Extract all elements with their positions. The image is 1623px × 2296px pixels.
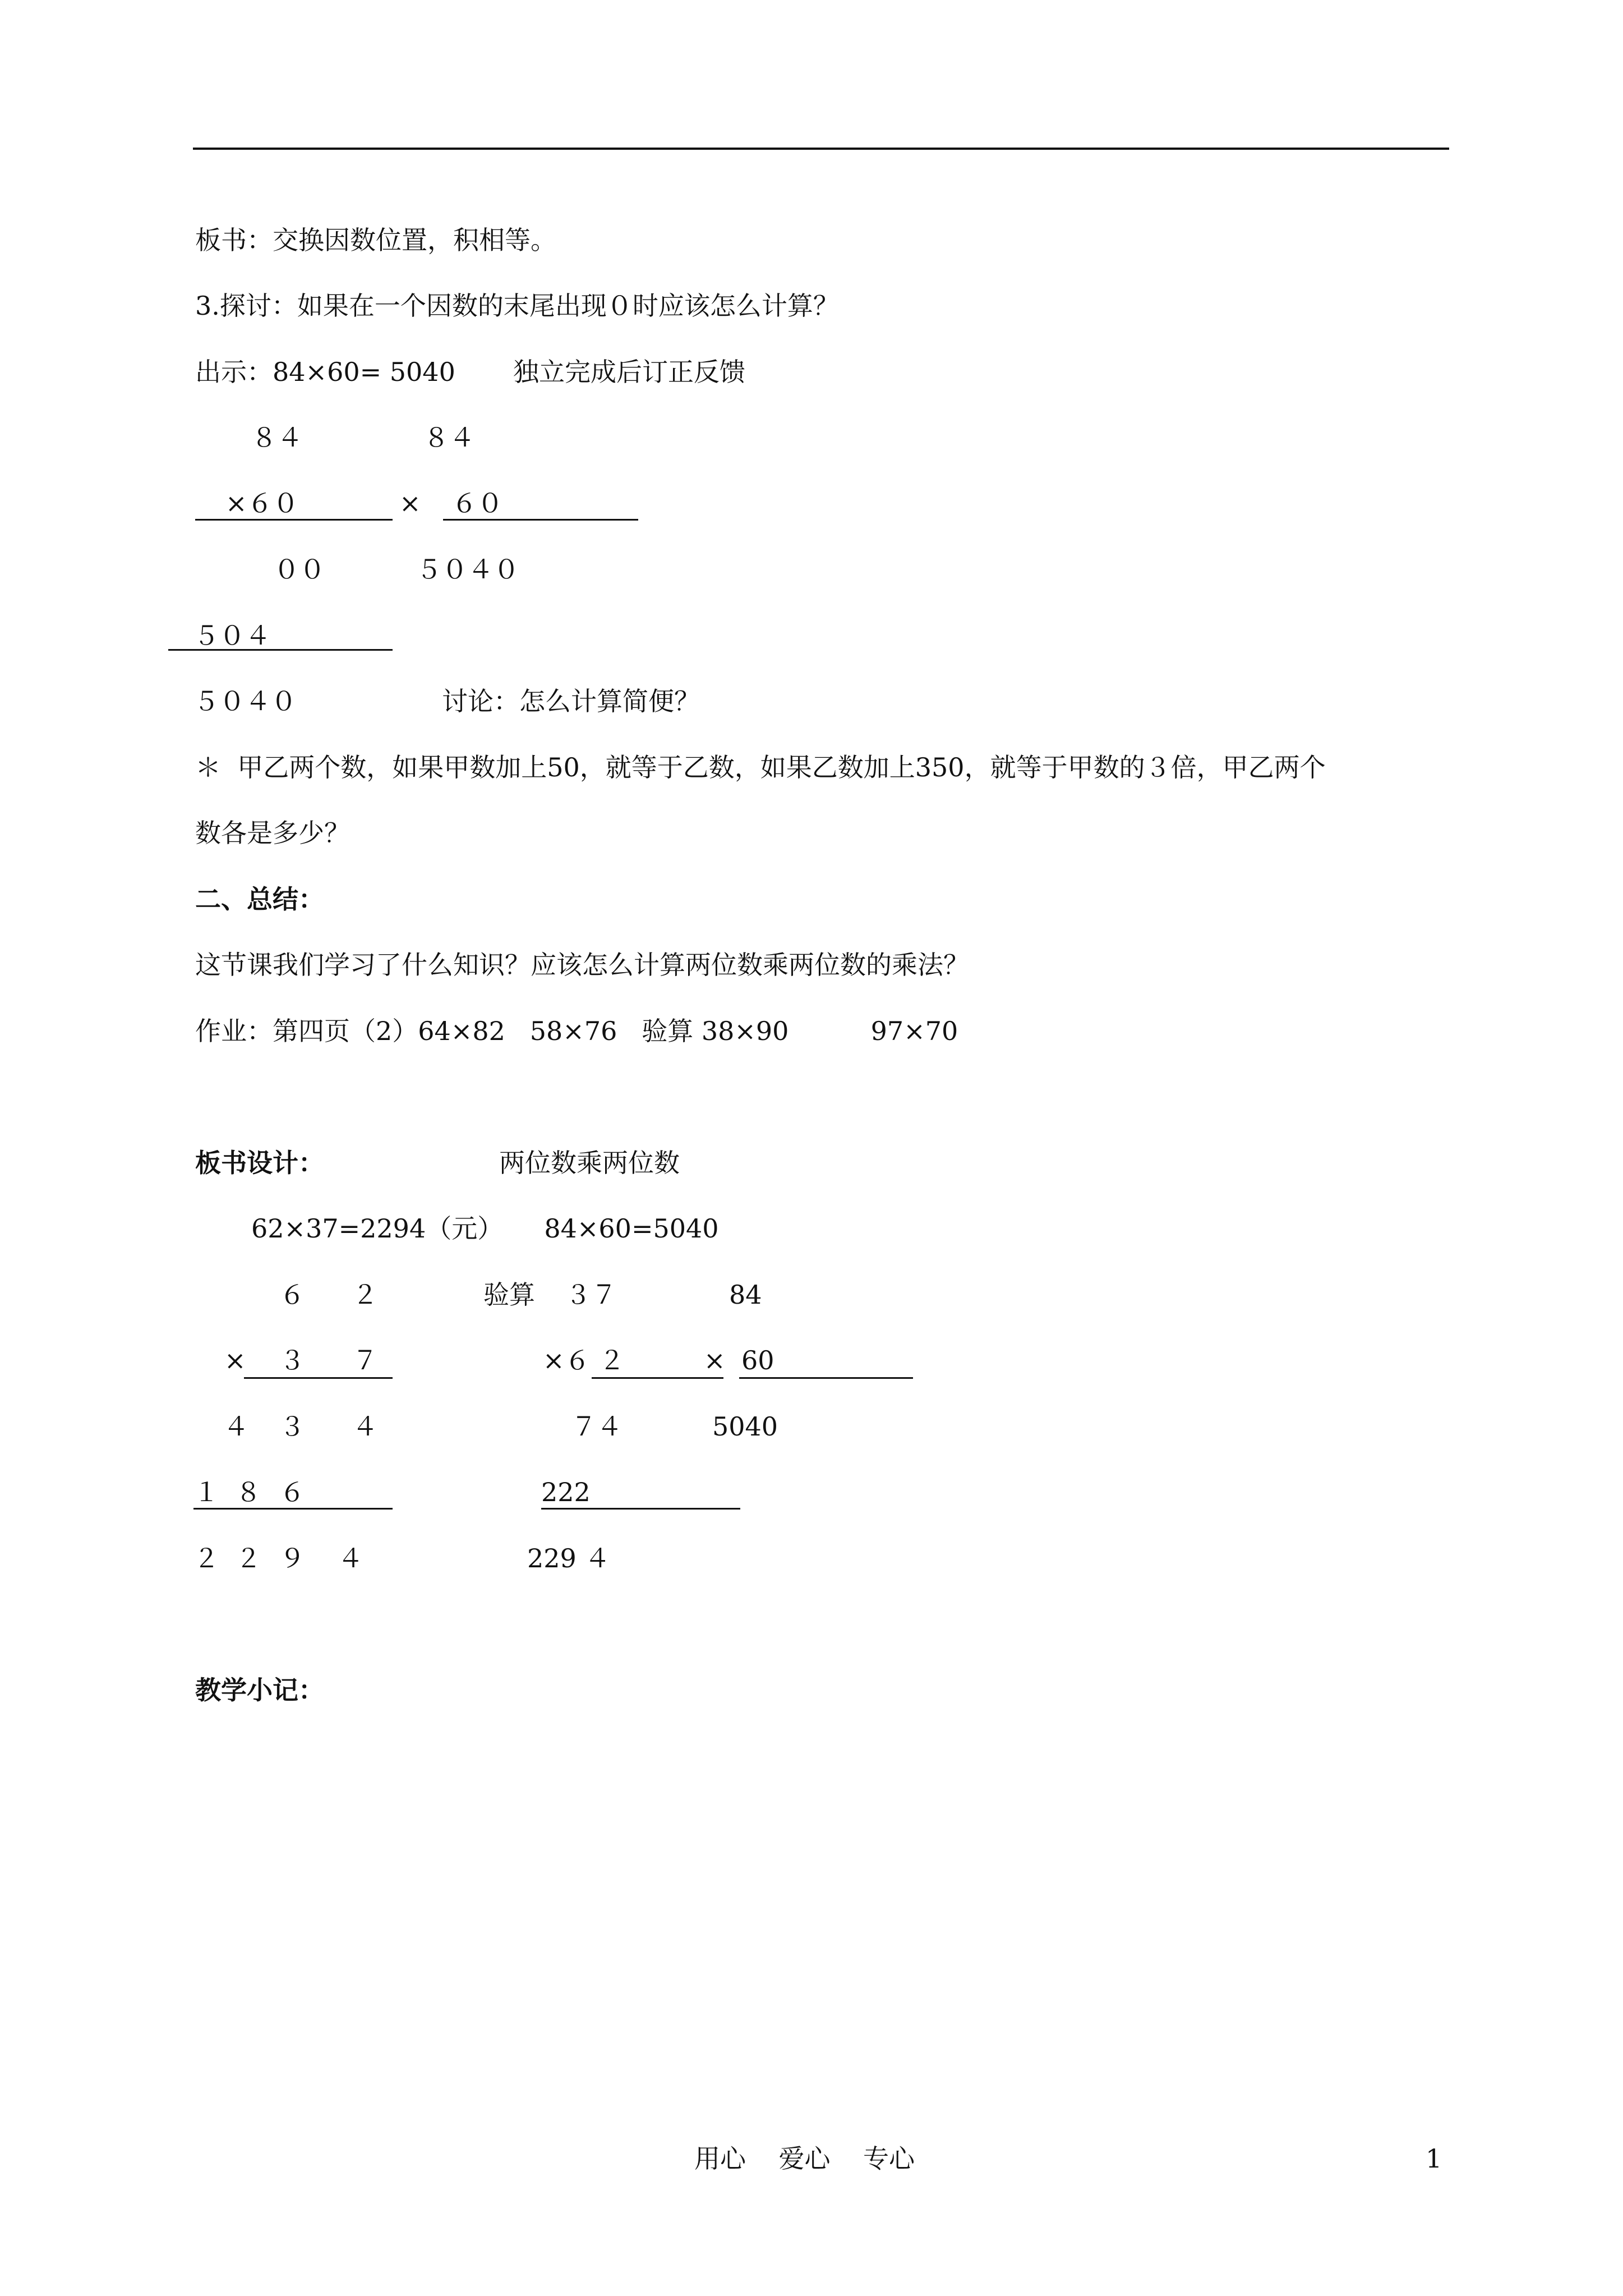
calc1-multiplicand-right: ８４ xyxy=(423,422,475,453)
verify-multiplicand: ３７ xyxy=(565,1280,617,1310)
teaching-notes-heading: 教学小记： xyxy=(195,1675,324,1705)
calc1-rule-bottom xyxy=(168,649,393,651)
calc2-digit: ９ xyxy=(279,1543,305,1573)
calc3-product: 5040 xyxy=(712,1411,778,1442)
discussion-question: 3.探讨：如果在一个因数的末尾出现０时应该怎么计算？ xyxy=(195,291,839,321)
board-design-title: 两位数乘两位数 xyxy=(499,1148,680,1178)
calc1-discussion: 讨论：怎么计算简便？ xyxy=(442,686,700,716)
verify-product: 229 ４ xyxy=(527,1543,611,1573)
calc2-digit: ７ xyxy=(352,1345,378,1375)
calc2-digit: ３ xyxy=(279,1345,305,1375)
page-number: 1 xyxy=(1426,2143,1442,2174)
calc3-multiplier: 60 xyxy=(741,1345,774,1375)
calc2-digit: ４ xyxy=(338,1543,363,1573)
calc2-digit: ４ xyxy=(223,1411,249,1442)
calc1-partial-product-2: ５０４ xyxy=(193,620,271,651)
calc2-digit: ６ xyxy=(279,1477,305,1507)
summary-heading: 二、总结： xyxy=(195,884,324,914)
calc2-digit: ６ xyxy=(279,1280,305,1310)
calc1-rule-left xyxy=(195,519,393,521)
calc1-multiplicand-left: ８４ xyxy=(251,422,303,453)
verify-rule-2 xyxy=(541,1508,740,1510)
calc2-rule-2 xyxy=(193,1508,393,1510)
calc2-digit: １ xyxy=(193,1477,219,1507)
calc2-digit: ４ xyxy=(352,1411,378,1442)
example-instruction: 独立完成后订正反馈 xyxy=(513,357,745,387)
board-writing-line: 板书：交换因数位置，积相等。 xyxy=(195,225,556,255)
calc3-times-sign: × xyxy=(704,1345,726,1375)
verify-partial-2: 222 xyxy=(541,1477,591,1507)
calc2-digit: ８ xyxy=(236,1477,261,1507)
calc1-partial-product-1: ００ xyxy=(274,554,325,585)
verify-rule-1 xyxy=(592,1377,723,1379)
calc1-multiplier-left: ×６０ xyxy=(225,488,299,518)
calc1-times-sign: × xyxy=(399,488,421,518)
calc2-times-sign: × xyxy=(224,1345,246,1375)
board-equations: 62×37=2294（元） 84×60=5040 xyxy=(251,1213,719,1244)
board-design-label: 板书设计： xyxy=(195,1148,324,1178)
verify-multiplier-a: ×６ xyxy=(543,1345,591,1375)
calc1-rule-right xyxy=(443,519,638,521)
homework-line: 作业：第四页（2）64×82 58×76 验算 38×90 97×70 xyxy=(195,1016,958,1046)
word-problem-line-1: ＊ 甲乙两个数，如果甲数加上50，就等于乙数，如果乙数加上350，就等于甲数的３倍，甲乙两个 xyxy=(195,752,1326,783)
calc2-digit: ２ xyxy=(236,1543,261,1573)
header-rule xyxy=(193,148,1449,150)
verify-label: 验算 xyxy=(483,1280,535,1310)
calc3-multiplicand: 84 xyxy=(729,1280,762,1310)
calc1-product-left: ５０４０ xyxy=(193,686,297,716)
verify-multiplier-b: ２ xyxy=(599,1345,625,1375)
calc2-rule-1 xyxy=(244,1377,393,1379)
example-equation: 出示：84×60= 5040 xyxy=(195,357,455,387)
calc3-rule xyxy=(739,1377,913,1379)
calc2-digit: ２ xyxy=(352,1280,378,1310)
verify-partial-1: ７４ xyxy=(571,1411,623,1442)
calc1-product-right: ５０４０ xyxy=(416,554,519,585)
word-problem-line-2: 数各是多少？ xyxy=(195,818,350,848)
calc2-digit: ２ xyxy=(193,1543,219,1573)
calc2-digit: ３ xyxy=(279,1411,305,1442)
summary-text: 这节课我们学习了什么知识？应该怎么计算两位数乘两位数的乘法？ xyxy=(195,950,969,980)
calc1-multiplier-right: ６０ xyxy=(451,488,503,518)
footer-slogan: 用心 爱心 专心 xyxy=(694,2143,915,2174)
